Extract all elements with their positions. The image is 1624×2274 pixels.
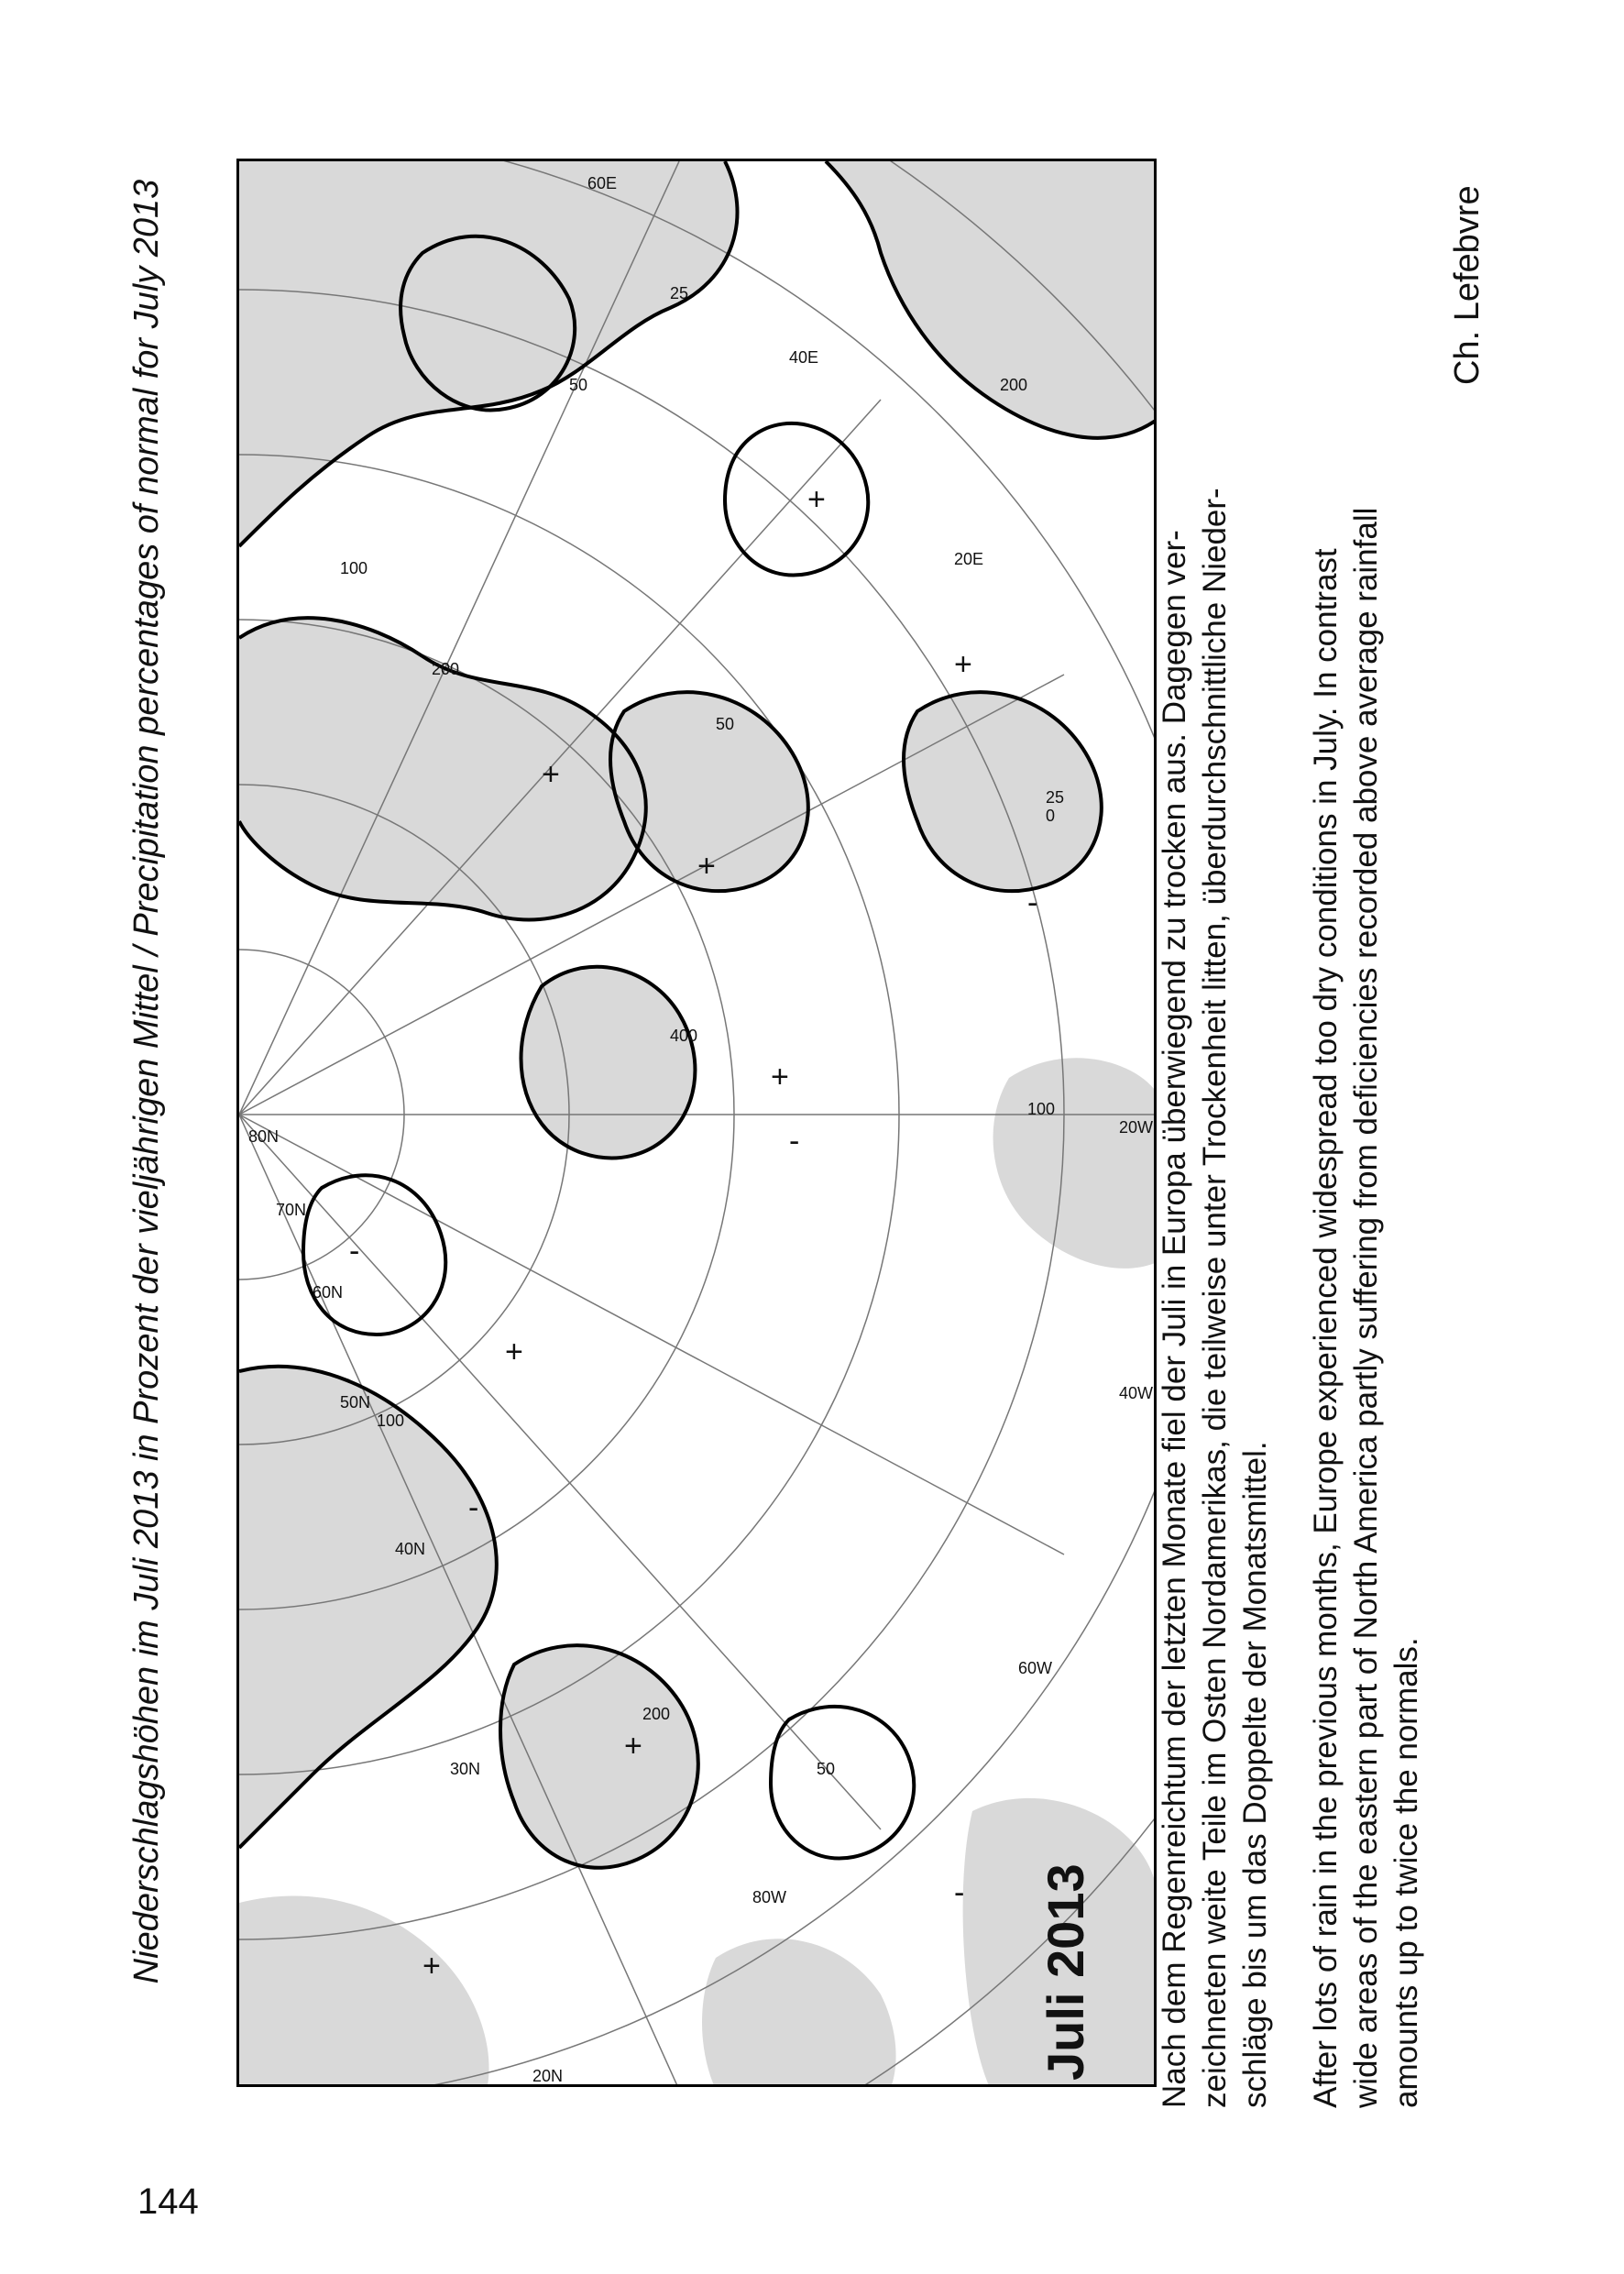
minus-symbol: - [789, 1124, 800, 1159]
contour-label: 100 [377, 1412, 405, 1430]
lon-label: 40E [789, 348, 819, 367]
page-number: 144 [137, 2181, 199, 2222]
shaded-area [826, 161, 1157, 438]
contour-label: 25 [1046, 788, 1065, 807]
minus-symbol: - [349, 1234, 360, 1269]
plus-symbol: + [807, 482, 826, 517]
isoline [725, 423, 868, 576]
lat-label: 80N [248, 1127, 280, 1146]
plus-symbol: + [771, 1060, 789, 1094]
plus-symbol: + [422, 1949, 441, 1983]
lon-label: 20E [954, 550, 984, 568]
minus-symbol: - [468, 1490, 479, 1525]
contour-label: 50 [569, 376, 588, 394]
author: Ch. Lefebvre [1448, 185, 1487, 385]
contour-label: 200 [1000, 376, 1028, 394]
shaded-area [239, 1896, 489, 2088]
contour-label: 400 [670, 1027, 698, 1045]
minus-symbol: - [1027, 885, 1038, 920]
lat-label: 40N [395, 1540, 426, 1558]
map-label: Juli 2013 [1037, 1863, 1094, 2081]
plus-symbol: + [697, 849, 716, 884]
shaded-area [904, 692, 1102, 891]
page-title: Niederschlagshöhen im Juli 2013 in Prozent der vieljährigen Mittel / Precipitation percentages of normal for July 2013 [127, 179, 166, 1984]
lon-label: 40W [1119, 1384, 1154, 1402]
plus-symbol: + [624, 1729, 642, 1763]
lon-label: 0 [1046, 807, 1056, 825]
contour-label: 100 [1027, 1100, 1056, 1118]
shaded-areas [239, 161, 1157, 2087]
lat-label: 60N [313, 1283, 344, 1302]
lon-label: 20W [1119, 1118, 1154, 1137]
lat-label: 70N [276, 1201, 307, 1219]
contour-label: 50 [817, 1760, 836, 1778]
isoline [771, 1707, 914, 1859]
shaded-area [702, 1939, 896, 2087]
contour-label: 200 [432, 660, 460, 678]
contour-label: 50 [716, 715, 735, 733]
contour-label: 100 [340, 559, 368, 577]
map-svg [239, 161, 1157, 2087]
precipitation-map [236, 159, 1157, 2087]
minus-symbol: - [954, 1875, 965, 1910]
lat-label: 50N [340, 1393, 371, 1412]
lon-label: 60W [1018, 1659, 1053, 1677]
plus-symbol: + [542, 757, 560, 792]
lat-label: 20N [532, 2067, 564, 2085]
lon-label: 60E [587, 174, 618, 192]
paragraph-german: Nach dem Regenreichtum der letzten Monate fiel der Juli in Europa überwiegend zu trocken aus. Dagegen ver- zeichneten weite Teile im Osten Nordamerikas, die teilweise unter Trockenheit litten, überdurchschnittliche Nieder- schläge bis um das Doppelte der Monatsmittel. [1157, 488, 1273, 2108]
lon-label: 80W [752, 1888, 787, 1906]
paragraph-english: After lots of rain in the previous months, Europe experienced widespread too dry conditions in July. In contrast wide areas of the eastern part of North America partly suffering from deficiencies recorded above average rainfall amounts up to twice the normals. [1308, 507, 1424, 2108]
plus-symbol: + [505, 1335, 523, 1369]
lat-label: 30N [450, 1760, 481, 1778]
plus-symbol: + [954, 647, 972, 682]
shaded-area [993, 1058, 1157, 1269]
contour-label: 200 [642, 1705, 671, 1723]
contour-label: 25 [670, 284, 689, 302]
